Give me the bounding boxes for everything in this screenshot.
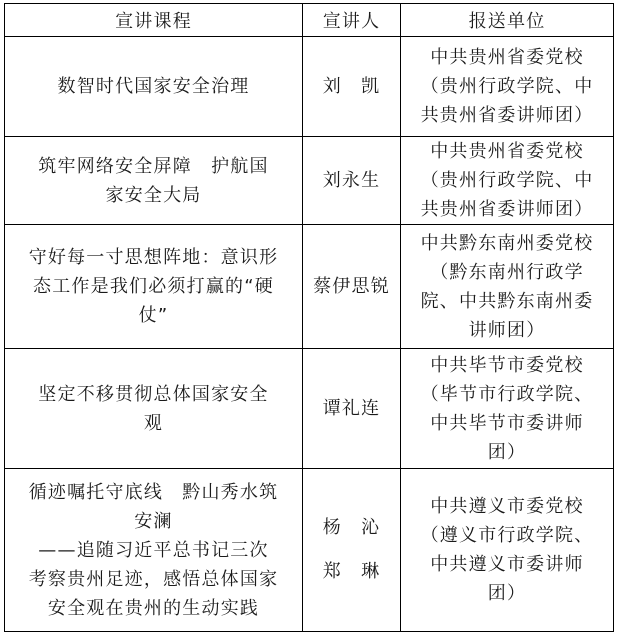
unit-line: （贵州行政学院、中: [420, 170, 594, 191]
header-course: 宣讲课程: [5, 4, 303, 37]
course-line: 坚定不移贯彻总体国家安全: [38, 383, 269, 405]
table-row: [5, 225, 614, 349]
header-speaker: 宣讲人: [303, 4, 401, 37]
course-table: [4, 3, 614, 632]
speaker-line: 郑 琳: [322, 561, 381, 582]
course-cell: [5, 37, 303, 137]
unit-cell: [401, 225, 614, 349]
course-line: 考察贵州足迹，感悟总体国家: [28, 568, 279, 590]
unit-line: （黔东南州行政学: [430, 261, 584, 283]
speaker-cell: [303, 137, 401, 225]
unit-line: （毕节市行政学院、: [420, 383, 594, 405]
course-line: 仗”: [138, 305, 169, 326]
speaker-line: 刘 凯: [322, 76, 381, 97]
speaker-line: 蔡伊思锐: [313, 276, 390, 297]
course-line: 守好每一寸思想阵地：意识形: [28, 247, 279, 268]
course-cell: [5, 137, 303, 225]
unit-line: 中共遵义市委党校: [430, 496, 584, 517]
unit-line: 共贵州省委讲师团）: [420, 105, 594, 126]
unit-line: 中共黔东南州委党校: [420, 232, 594, 254]
unit-line: 讲师团）: [468, 319, 546, 341]
speaker-cell: [303, 469, 401, 632]
speaker-cell: [303, 349, 401, 469]
header-row: [5, 4, 614, 37]
speaker-line: 杨 沁: [322, 517, 381, 538]
course-cell: [5, 349, 303, 469]
course-line: 家安全大局: [105, 184, 202, 206]
table-row: [5, 469, 614, 632]
course-line: 安全观在贵州的生动实践: [47, 597, 260, 619]
course-cell: [5, 225, 303, 349]
course-line: 安澜: [134, 510, 173, 532]
unit-line: 共贵州省委讲师团）: [420, 199, 594, 220]
speaker-cell: [303, 37, 401, 137]
unit-line: 团）: [487, 583, 527, 604]
course-line: 态工作是我们必须打赢的“硬: [33, 276, 274, 297]
speaker-line: 谭礼连: [322, 398, 381, 419]
unit-line: 团）: [487, 441, 527, 463]
course-line: 筑牢网络安全屏障 护航国: [38, 155, 269, 177]
speaker-line: 刘永生: [322, 170, 381, 191]
course-line: 数智时代国家安全治理: [57, 76, 250, 97]
unit-line: 中共毕节市委党校: [430, 354, 584, 376]
unit-line: （遵义市行政学院、: [420, 525, 594, 546]
unit-line: （贵州行政学院、中: [420, 76, 594, 97]
table-row: [5, 349, 614, 469]
unit-cell: [401, 37, 614, 137]
unit-line: 中共毕节市委讲师: [430, 412, 584, 434]
speaker-cell: [303, 225, 401, 349]
course-cell: [5, 469, 303, 632]
unit-line: 院、中共黔东南州委: [420, 290, 594, 312]
unit-cell: [401, 137, 614, 225]
course-line: ——追随习近平总书记三次: [38, 539, 269, 561]
unit-cell: [401, 349, 614, 469]
unit-line: 中共遵义市委讲师: [430, 554, 584, 575]
course-line: 循迹嘱托守底线 黔山秀水筑: [28, 481, 279, 503]
unit-line: 中共贵州省委党校: [430, 141, 584, 162]
header-unit: 报送单位: [401, 4, 614, 37]
course-line: 观: [143, 412, 164, 434]
table-row: [5, 137, 614, 225]
unit-line: 中共贵州省委党校: [430, 47, 584, 68]
unit-cell: [401, 469, 614, 632]
table-row: [5, 37, 614, 137]
